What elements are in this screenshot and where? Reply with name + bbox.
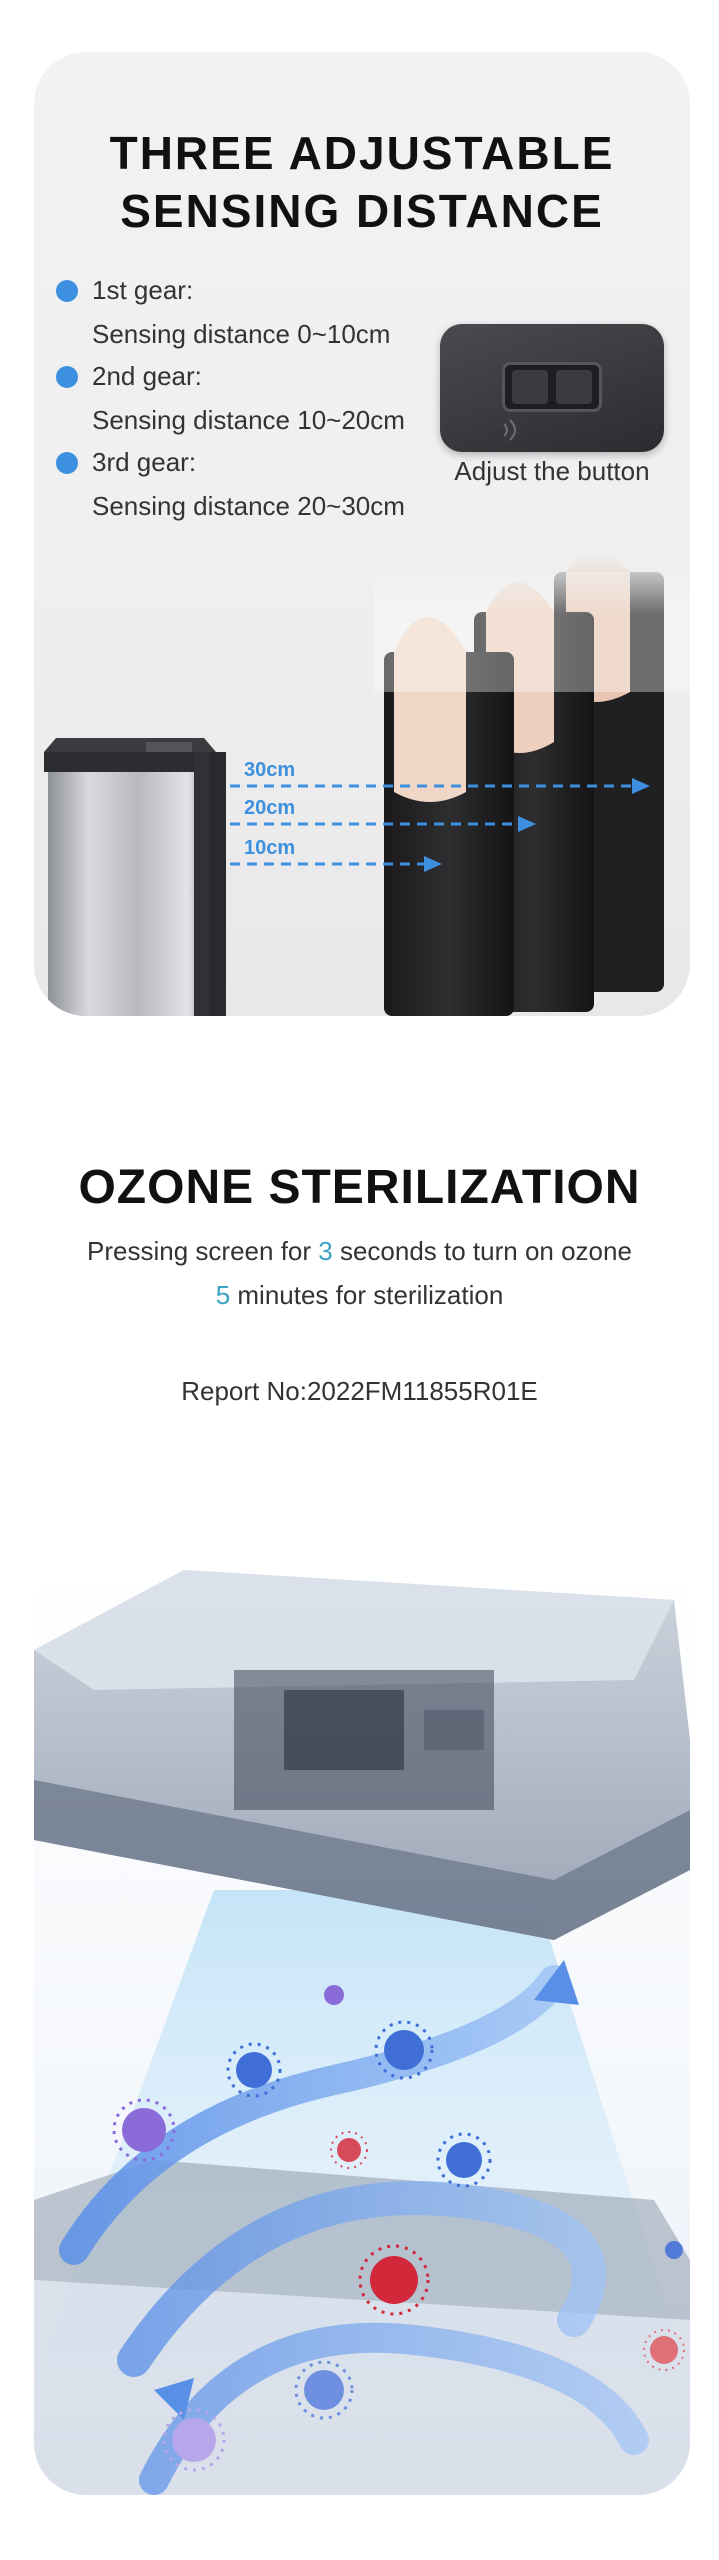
gear-range: Sensing distance 0~10cm [92, 319, 391, 349]
device-lid [34, 1570, 690, 1940]
ozone-line-2 [0, 1280, 719, 1311]
sensing-title [34, 124, 690, 240]
distance-label-10: 10cm [244, 837, 296, 859]
sensing-distance-card [34, 52, 690, 1016]
germ-icon [324, 1985, 344, 2005]
gear-name: 3rd gear: [92, 447, 197, 477]
distance-label-30: 30cm [244, 759, 296, 781]
adjust-button-caption: Adjust the button [454, 456, 650, 486]
gear-name: 1st gear: [92, 275, 194, 305]
bullet-dot-icon [56, 280, 78, 302]
gear-item-1 [56, 272, 416, 358]
ozone-title: OZONE STERILIZATION [78, 1161, 641, 1214]
trash-bin [44, 738, 226, 1016]
toggle-switch-icon [502, 362, 602, 412]
sensing-title-line1: THREE ADJUSTABLE [109, 127, 615, 179]
gear-item-3 [56, 444, 416, 530]
ozone-line-1-text: Pressing screen for [87, 1236, 319, 1266]
gear-range: Sensing distance 10~20cm [92, 405, 405, 435]
bullet-dot-icon [56, 452, 78, 474]
gear-name: 2nd gear: [92, 361, 202, 391]
ozone-line-2-text: minutes for sterilization [230, 1280, 504, 1310]
sterilization-card [34, 1560, 690, 2495]
adjust-button-panel [440, 324, 664, 452]
sensor-wave-icon [500, 414, 530, 444]
bullet-dot-icon [56, 366, 78, 388]
ozone-line-1-end: seconds to turn on ozone [332, 1236, 632, 1266]
ozone-line-1 [0, 1236, 719, 1267]
germ-icon [665, 2241, 683, 2259]
gear-item-2 [56, 358, 416, 444]
report-number: Report No:2022FM11855R01E [181, 1376, 538, 1406]
ozone-seconds-number: 3 [318, 1236, 333, 1266]
gear-range: Sensing distance 20~30cm [92, 491, 405, 521]
sensing-title-line2: SENSING DISTANCE [120, 185, 604, 237]
distance-label-20: 20cm [244, 797, 296, 819]
gear-list [56, 272, 416, 530]
sterilization-illustration [34, 1560, 690, 2495]
ozone-minutes-number: 5 [215, 1280, 231, 1310]
